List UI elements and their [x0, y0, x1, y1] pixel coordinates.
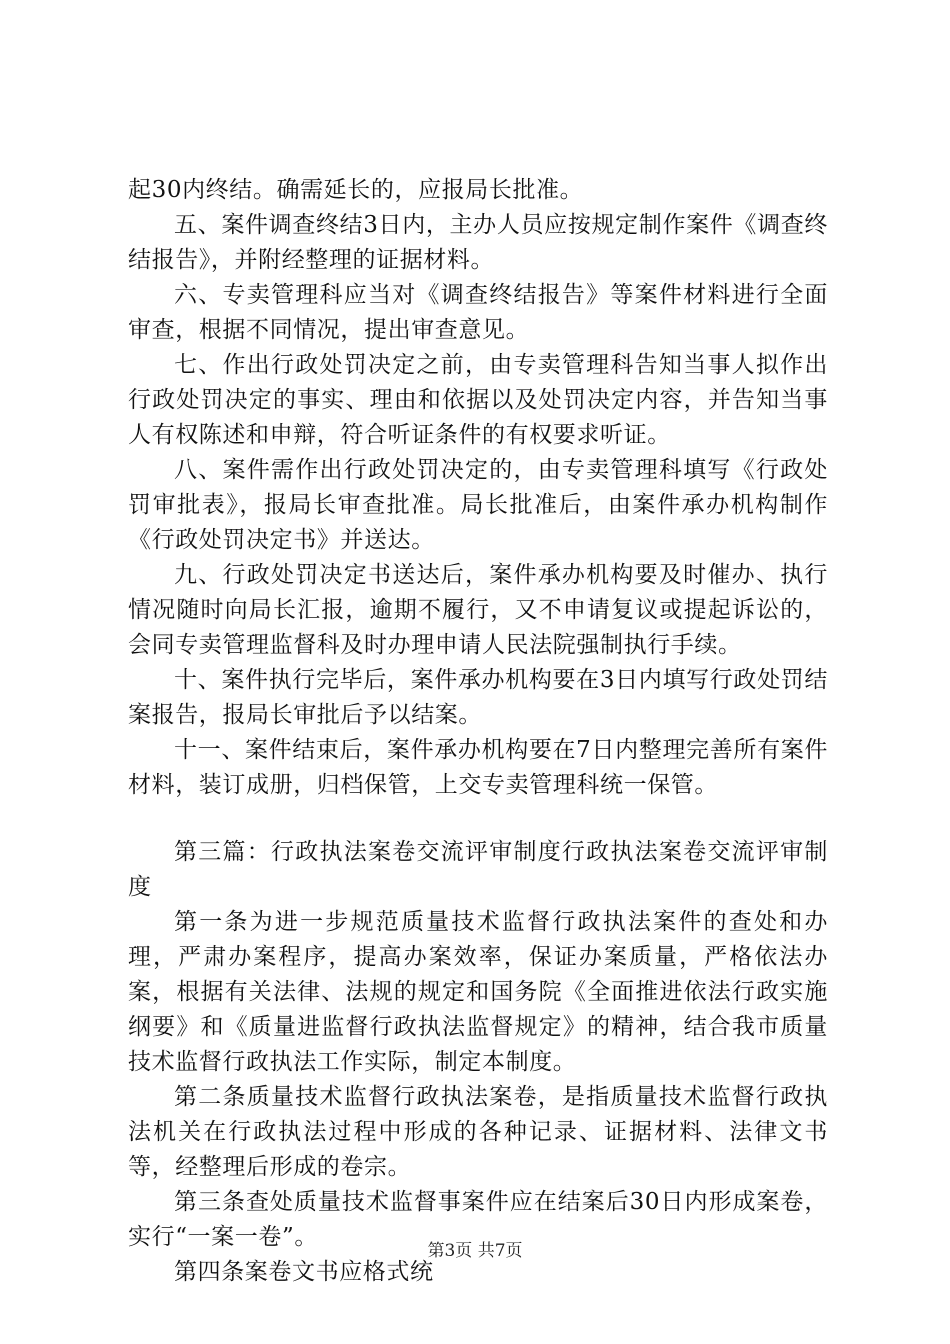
- article-4: 第四条案卷文书应格式统: [174, 1259, 434, 1285]
- section-title: 第三篇：行政执法案卷交流评审制度行政执法案卷交流评审制度: [128, 839, 828, 900]
- paragraph-item-8: 八、案件需作出行政处罚决定的，由专卖管理科填写《行政处罚审批表》，报局长审查批准。局长批准后，由案件承办机构制作《行政处罚决定书》并送达。: [128, 457, 828, 553]
- paragraph-continued: 起30内终结。确需延长的，应报局长批准。: [128, 177, 584, 203]
- paragraph-item-11: 十一、案件结束后，案件承办机构要在7日内整理完善所有案件材料，装订成册，归档保管，上交专卖管理科统一保管。: [128, 737, 828, 798]
- document-body: [128, 173, 828, 1290]
- page-footer: 第3页 共7页: [427, 1241, 523, 1261]
- article-3: 第三条查处质量技术监督事案件应在结案后30日内形成案卷，实行“一案一卷”。: [128, 1189, 828, 1250]
- paragraph-item-10: 十、案件执行完毕后，案件承办机构要在3日内填写行政处罚结案报告，报局长审批后予以结案。: [128, 667, 828, 728]
- article-1: 第一条为进一步规范质量技术监督行政执法案件的查处和办理，严肃办案程序，提高办案效率，保证办案质量，严格依法办案，根据有关法律、法规的规定和国务院《全面推进依法行政实施纲要》和《质量进监督行政执法监督规定》的精神，结合我市质量技术监督行政执法工作实际，制定本制度。: [128, 909, 828, 1075]
- paragraph-item-9: 九、行政处罚决定书送达后，案件承办机构要及时催办、执行情况随时向局长汇报，逾期不履行，又不申请复议或提起诉讼的，会同专卖管理监督科及时办理申请人民法院强制执行手续。: [128, 562, 828, 658]
- paragraph-item-6: 六、专卖管理科应当对《调查终结报告》等案件材料进行全面审查，根据不同情况，提出审查意见。: [128, 282, 828, 343]
- paragraph-item-7: 七、作出行政处罚决定之前，由专卖管理科告知当事人拟作出行政处罚决定的事实、理由和依据以及处罚决定内容，并告知当事人有权陈述和申辩，符合听证条件的有权要求听证。: [128, 352, 828, 448]
- paragraph-item-5: 五、案件调查终结3日内，主办人员应按规定制作案件《调查终结报告》，并附经整理的证据材料。: [128, 212, 828, 273]
- article-2: 第二条质量技术监督行政执法案卷，是指质量技术监督行政执法机关在行政执法过程中形成的各种记录、证据材料、法律文书等，经整理后形成的卷宗。: [128, 1084, 828, 1180]
- section-spacer: [128, 803, 828, 835]
